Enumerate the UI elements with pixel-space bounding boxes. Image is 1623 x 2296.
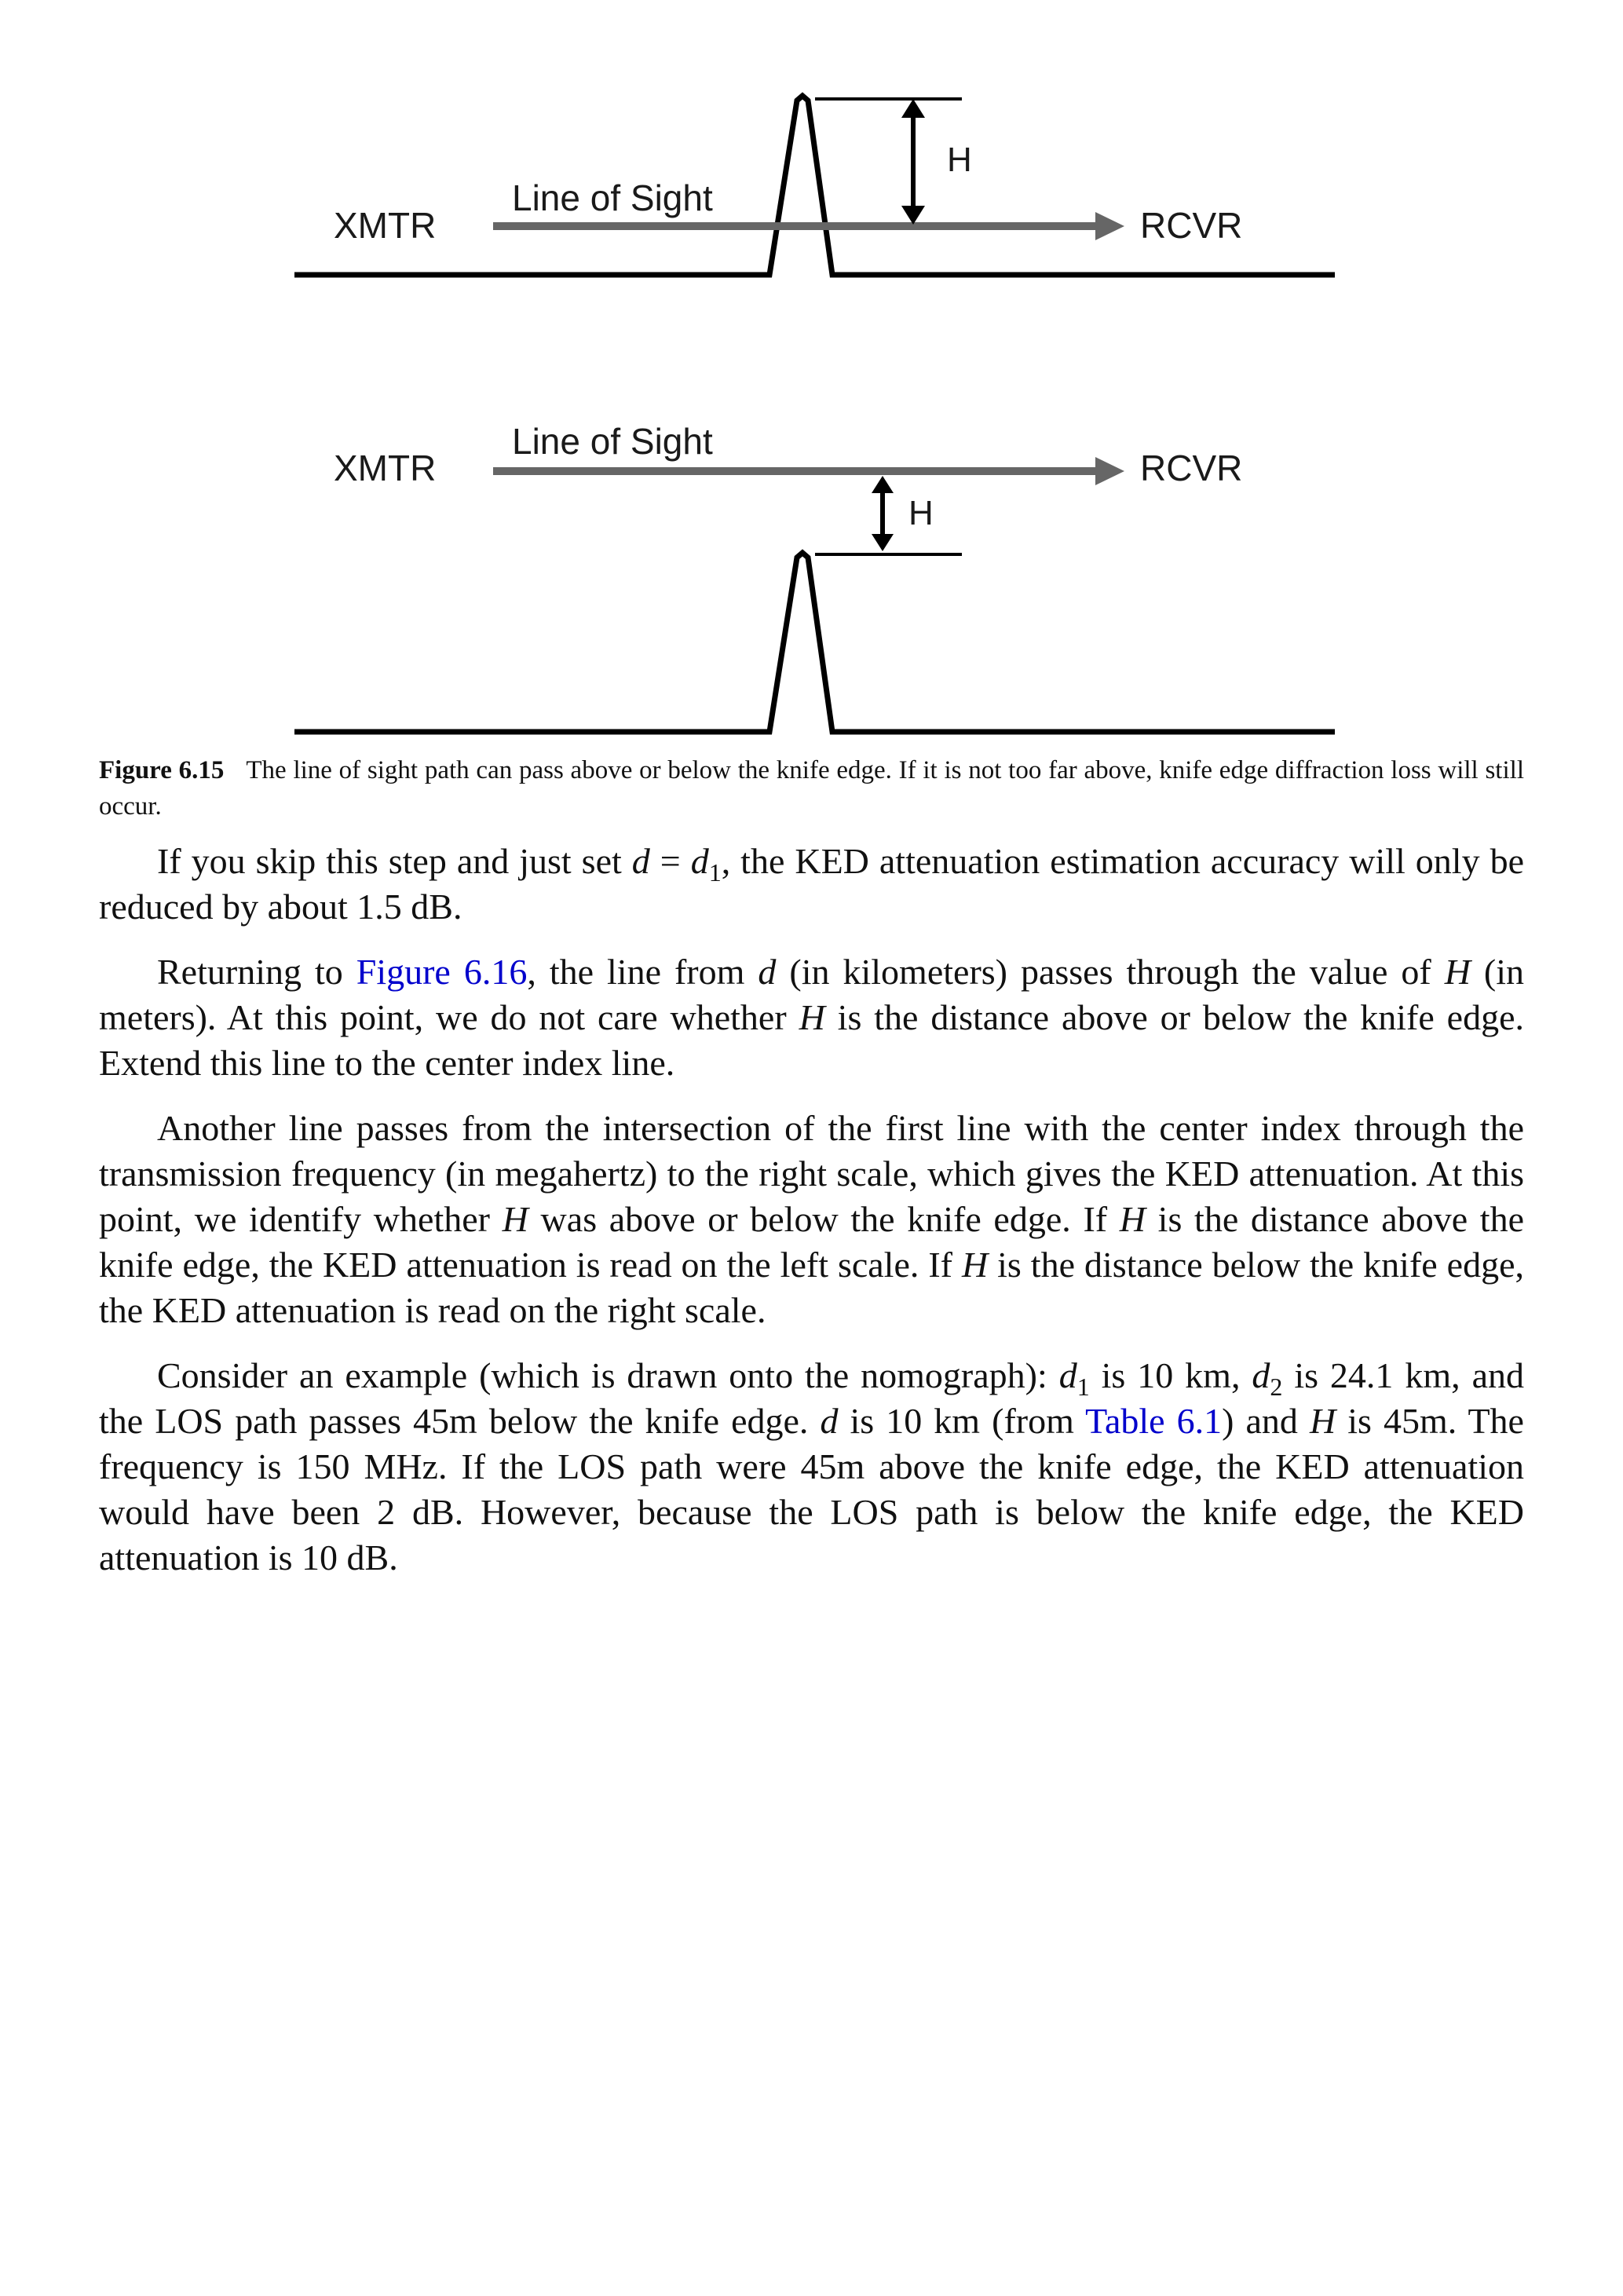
p2-var-h: H: [799, 997, 825, 1037]
p1-subscript: 1: [708, 858, 722, 887]
p2-text: Returning to: [157, 952, 356, 992]
line-of-sight-arrowhead-bottom: [1095, 457, 1124, 485]
paragraph-1: [99, 839, 1524, 930]
table-6-1-link[interactable]: Table 6.1: [1085, 1401, 1223, 1441]
figure-caption-text: The line of sight path can pass above or below the knife edge. If it is not too far above, knife edge diffraction loss will still occur.: [99, 756, 1524, 821]
p2-text: , the line from: [527, 952, 758, 992]
p4-text: Consider an example (which is drawn onto the nomograph):: [157, 1355, 1059, 1395]
paragraph-2: [99, 949, 1524, 1086]
p4-text: is 10 km (from: [838, 1401, 1086, 1441]
line-of-sight-label-top: Line of Sight: [512, 177, 713, 218]
p3-text: was above or below the knife edge. If: [528, 1199, 1120, 1239]
xmtr-label-bottom: XMTR: [334, 448, 437, 488]
p2-text: (in kilometers) passes through the value of: [776, 952, 1445, 992]
p4-var-h: H: [1309, 1401, 1336, 1441]
terrain-line-top: [294, 96, 1335, 275]
p2-text: (in meters). At this point, we do not care whether: [99, 952, 1525, 1037]
height-arrow-top: [901, 99, 925, 225]
body-text: [99, 839, 1524, 1600]
p3-text: is the distance above the knife edge, the KED attenuation is read on the left scale. If: [99, 1199, 1525, 1285]
h-label-top: H: [947, 141, 972, 179]
p3-var-h: H: [1119, 1199, 1146, 1239]
p3-text: Another line passes from the intersection of the first line with the center index through the transmission frequency (in megahertz) to the right scale, which gives the KED attenuation. At this point, we identify whether: [99, 1108, 1524, 1239]
p1-text: If you skip this step and just set: [157, 841, 632, 881]
p1-text: , the KED attenuation estimation accuracy will only be reduced by about 1.5 dB.: [99, 841, 1524, 927]
rcvr-label-bottom: RCVR: [1140, 448, 1243, 488]
p2-var-h: H: [1444, 952, 1471, 992]
knife-edge-figure: [0, 0, 1623, 754]
rcvr-label-top: RCVR: [1140, 205, 1243, 246]
paragraph-4: [99, 1353, 1524, 1581]
panel-top: [294, 96, 1335, 275]
paragraph-3: [99, 1106, 1524, 1333]
p3-var-h: H: [502, 1199, 528, 1239]
p4-var-d1: d: [1058, 1355, 1077, 1395]
p3-text: is the distance below the knife edge, the KED attenuation is read on the right scale.: [99, 1245, 1525, 1330]
p2-text: is the distance above or below the knife edge. Extend this line to the center index line.: [99, 997, 1524, 1083]
p4-var-d2: d: [1252, 1355, 1270, 1395]
height-arrow-bottom: [872, 476, 894, 551]
p4-text: is 24.1 km, and the LOS path passes 45m below the knife edge.: [99, 1355, 1524, 1441]
p4-subscript: 1: [1077, 1373, 1090, 1401]
figure-caption-label: Figure 6.15: [99, 756, 225, 784]
p1-var-d1: d: [690, 841, 709, 881]
line-of-sight-label-bottom: Line of Sight: [512, 421, 713, 462]
xmtr-label-top: XMTR: [334, 205, 437, 246]
p2-var-d: d: [758, 952, 777, 992]
h-label-bottom: H: [908, 494, 934, 532]
p4-text: is 10 km,: [1089, 1355, 1252, 1395]
p1-text: =: [649, 841, 691, 881]
figure-6-16-link[interactable]: Figure 6.16: [356, 952, 528, 992]
p4-text: is 45m. The frequency is 150 MHz. If the LOS path were 45m above the knife edge, the KED attenuation would have been 2 dB. However, because the LOS path is below the knife edge, the KED attenuation is 10 dB.: [99, 1401, 1524, 1578]
panel-bottom: [294, 421, 1335, 732]
line-of-sight-arrowhead-top: [1095, 212, 1124, 240]
p1-var-d: d: [631, 841, 650, 881]
terrain-line-bottom: [294, 553, 1335, 732]
p4-text: ) and: [1222, 1401, 1310, 1441]
figure-caption: [99, 752, 1524, 824]
p4-subscript: 2: [1270, 1373, 1283, 1401]
p4-var-d: d: [820, 1401, 839, 1441]
p3-var-h: H: [961, 1245, 989, 1285]
